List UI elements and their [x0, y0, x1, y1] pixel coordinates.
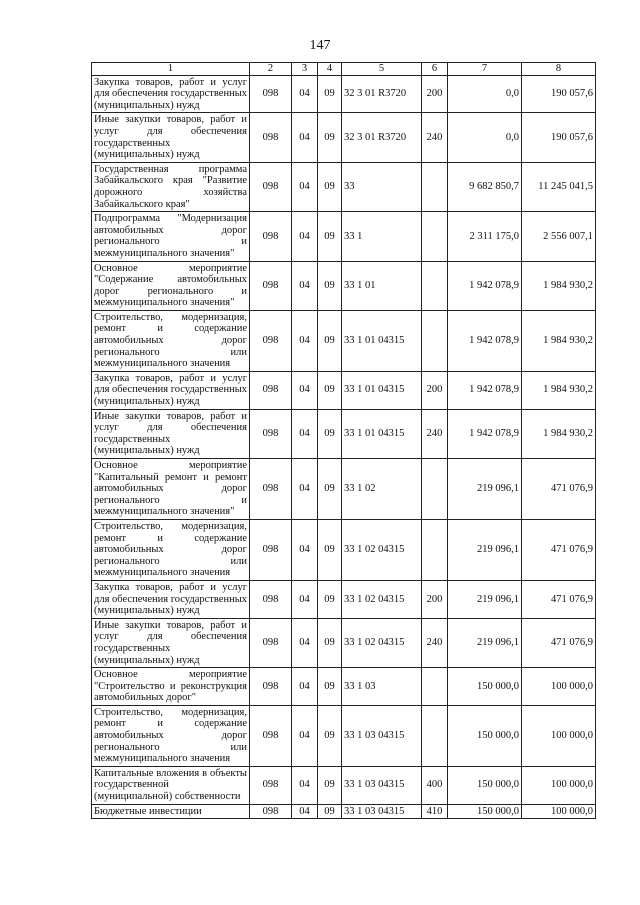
row-vr: 400: [422, 766, 448, 804]
row-name: Закупка товаров, работ и услуг для обеспечения государственных (муниципальных) нужд: [92, 580, 250, 618]
row-sum2: 1 984 930,2: [522, 371, 596, 409]
header-col-sum1: 7: [448, 63, 522, 76]
row-sum2: 1 984 930,2: [522, 310, 596, 371]
row-sum2: 471 076,9: [522, 459, 596, 520]
row-sum1: 0,0: [448, 113, 522, 162]
row-sum1: 1 942 078,9: [448, 261, 522, 310]
table-row: [92, 310, 596, 371]
row-sum1: 0,0: [448, 75, 522, 113]
header-col-sum2: 8: [522, 63, 596, 76]
row-vr: 240: [422, 618, 448, 667]
row-pr: 09: [318, 310, 342, 371]
row-vr: [422, 519, 448, 580]
budget-table: [91, 62, 596, 819]
row-sum2: 100 000,0: [522, 668, 596, 706]
row-csr: 33 1 02: [342, 459, 422, 520]
row-sum2: 100 000,0: [522, 705, 596, 766]
table-row: [92, 75, 596, 113]
row-ved: 098: [250, 519, 292, 580]
row-pr: 09: [318, 668, 342, 706]
row-pr: 09: [318, 261, 342, 310]
row-rz: 04: [292, 409, 318, 458]
row-sum1: 1 942 078,9: [448, 409, 522, 458]
table-row: [92, 766, 596, 804]
table-body: [92, 75, 596, 819]
row-csr: 33 1 01 04315: [342, 409, 422, 458]
row-sum1: 150 000,0: [448, 804, 522, 819]
row-sum1: 150 000,0: [448, 668, 522, 706]
header-row: [92, 63, 596, 76]
row-sum1: 219 096,1: [448, 618, 522, 667]
header-col-pr: 4: [318, 63, 342, 76]
row-name: Иные закупки товаров, работ и услуг для обеспечения государственных (муниципальных) нужд: [92, 618, 250, 667]
row-name: Иные закупки товаров, работ и услуг для обеспечения государственных (муниципальных) нужд: [92, 409, 250, 458]
row-sum2: 471 076,9: [522, 580, 596, 618]
table-row: [92, 519, 596, 580]
row-vr: 240: [422, 113, 448, 162]
table-row: [92, 459, 596, 520]
row-csr: 32 3 01 R3720: [342, 75, 422, 113]
row-csr: 33 1 01: [342, 261, 422, 310]
row-ved: 098: [250, 162, 292, 211]
row-sum1: 219 096,1: [448, 519, 522, 580]
row-pr: 09: [318, 766, 342, 804]
row-ved: 098: [250, 310, 292, 371]
row-name: Основное мероприятие "Строительство и реконструкция автомобильных дорог": [92, 668, 250, 706]
row-vr: [422, 459, 448, 520]
table-row: [92, 261, 596, 310]
row-pr: 09: [318, 371, 342, 409]
row-csr: 33 1 02 04315: [342, 618, 422, 667]
row-sum1: 1 942 078,9: [448, 310, 522, 371]
row-sum2: 11 245 041,5: [522, 162, 596, 211]
row-rz: 04: [292, 618, 318, 667]
row-name: Государственная программа Забайкальского края "Развитие дорожного хозяйства Забайкальского края": [92, 162, 250, 211]
header-col-vr: 6: [422, 63, 448, 76]
row-ved: 098: [250, 804, 292, 819]
row-ved: 098: [250, 371, 292, 409]
row-csr: 33 1: [342, 212, 422, 261]
row-name: Закупка товаров, работ и услуг для обеспечения государственных (муниципальных) нужд: [92, 371, 250, 409]
row-csr: 33 1 03 04315: [342, 766, 422, 804]
row-sum2: 100 000,0: [522, 804, 596, 819]
row-rz: 04: [292, 371, 318, 409]
table-row: [92, 618, 596, 667]
row-vr: [422, 212, 448, 261]
table-row: [92, 668, 596, 706]
row-vr: 410: [422, 804, 448, 819]
row-pr: 09: [318, 162, 342, 211]
table-row: [92, 113, 596, 162]
table-row: [92, 705, 596, 766]
row-rz: 04: [292, 519, 318, 580]
row-rz: 04: [292, 162, 318, 211]
row-csr: 33 1 01 04315: [342, 310, 422, 371]
row-name: Закупка товаров, работ и услуг для обеспечения государственных (муниципальных) нужд: [92, 75, 250, 113]
row-name: Строительство, модернизация, ремонт и содержание автомобильных дорог регионального или межмуниципального значения: [92, 519, 250, 580]
table-row: [92, 371, 596, 409]
table-row: [92, 162, 596, 211]
row-pr: 09: [318, 409, 342, 458]
row-vr: [422, 310, 448, 371]
row-vr: [422, 668, 448, 706]
row-pr: 09: [318, 804, 342, 819]
row-sum2: 1 984 930,2: [522, 261, 596, 310]
row-rz: 04: [292, 261, 318, 310]
row-pr: 09: [318, 705, 342, 766]
row-vr: [422, 705, 448, 766]
row-name: Основное мероприятие "Капитальный ремонт и ремонт автомобильных дорог регионального и межмуниципального значения": [92, 459, 250, 520]
row-csr: 33 1 01 04315: [342, 371, 422, 409]
row-vr: 240: [422, 409, 448, 458]
row-ved: 098: [250, 261, 292, 310]
row-rz: 04: [292, 766, 318, 804]
row-ved: 098: [250, 75, 292, 113]
row-sum1: 2 311 175,0: [448, 212, 522, 261]
row-ved: 098: [250, 409, 292, 458]
row-csr: 32 3 01 R3720: [342, 113, 422, 162]
row-name: Иные закупки товаров, работ и услуг для обеспечения государственных (муниципальных) нужд: [92, 113, 250, 162]
row-pr: 09: [318, 113, 342, 162]
row-rz: 04: [292, 804, 318, 819]
row-pr: 09: [318, 459, 342, 520]
row-pr: 09: [318, 519, 342, 580]
row-rz: 04: [292, 212, 318, 261]
row-csr: 33 1 03 04315: [342, 804, 422, 819]
row-vr: 200: [422, 580, 448, 618]
table-header: [92, 63, 596, 76]
row-sum2: 471 076,9: [522, 618, 596, 667]
row-rz: 04: [292, 310, 318, 371]
row-ved: 098: [250, 618, 292, 667]
row-name: Строительство, модернизация, ремонт и содержание автомобильных дорог регионального или межмуниципального значения: [92, 310, 250, 371]
row-ved: 098: [250, 766, 292, 804]
row-sum2: 190 057,6: [522, 113, 596, 162]
row-name: Бюджетные инвестиции: [92, 804, 250, 819]
row-vr: [422, 162, 448, 211]
header-col-rz: 3: [292, 63, 318, 76]
row-name: Строительство, модернизация, ремонт и содержание автомобильных дорог регионального или межмуниципального значения: [92, 705, 250, 766]
header-col-csr: 5: [342, 63, 422, 76]
row-csr: 33 1 02 04315: [342, 519, 422, 580]
row-name: Основное мероприятие "Содержание автомобильных дорог регионального и межмуниципального значения": [92, 261, 250, 310]
row-pr: 09: [318, 580, 342, 618]
row-sum1: 150 000,0: [448, 766, 522, 804]
row-ved: 098: [250, 668, 292, 706]
row-sum2: 1 984 930,2: [522, 409, 596, 458]
row-csr: 33 1 02 04315: [342, 580, 422, 618]
row-vr: [422, 261, 448, 310]
row-csr: 33: [342, 162, 422, 211]
row-sum1: 1 942 078,9: [448, 371, 522, 409]
table-row: [92, 409, 596, 458]
row-csr: 33 1 03 04315: [342, 705, 422, 766]
row-sum2: 190 057,6: [522, 75, 596, 113]
row-name: Капитальные вложения в объекты государственной (муниципальной) собственности: [92, 766, 250, 804]
header-col-ved: 2: [250, 63, 292, 76]
table-row: [92, 212, 596, 261]
row-sum1: 9 682 850,7: [448, 162, 522, 211]
row-rz: 04: [292, 580, 318, 618]
table-row: [92, 804, 596, 819]
row-sum1: 219 096,1: [448, 459, 522, 520]
row-rz: 04: [292, 459, 318, 520]
row-ved: 098: [250, 580, 292, 618]
row-ved: 098: [250, 459, 292, 520]
row-sum1: 219 096,1: [448, 580, 522, 618]
table-row: [92, 580, 596, 618]
row-ved: 098: [250, 212, 292, 261]
row-pr: 09: [318, 618, 342, 667]
header-col-name: 1: [92, 63, 250, 76]
row-rz: 04: [292, 75, 318, 113]
row-vr: 200: [422, 371, 448, 409]
row-sum1: 150 000,0: [448, 705, 522, 766]
row-pr: 09: [318, 212, 342, 261]
row-ved: 098: [250, 113, 292, 162]
row-vr: 200: [422, 75, 448, 113]
row-rz: 04: [292, 668, 318, 706]
row-sum2: 2 556 007,1: [522, 212, 596, 261]
row-ved: 098: [250, 705, 292, 766]
row-name: Подпрограмма "Модернизация автомобильных дорог регионального и межмуниципального значения": [92, 212, 250, 261]
row-pr: 09: [318, 75, 342, 113]
row-rz: 04: [292, 705, 318, 766]
row-sum2: 100 000,0: [522, 766, 596, 804]
row-sum2: 471 076,9: [522, 519, 596, 580]
page-number: 147: [309, 38, 331, 53]
row-csr: 33 1 03: [342, 668, 422, 706]
row-rz: 04: [292, 113, 318, 162]
